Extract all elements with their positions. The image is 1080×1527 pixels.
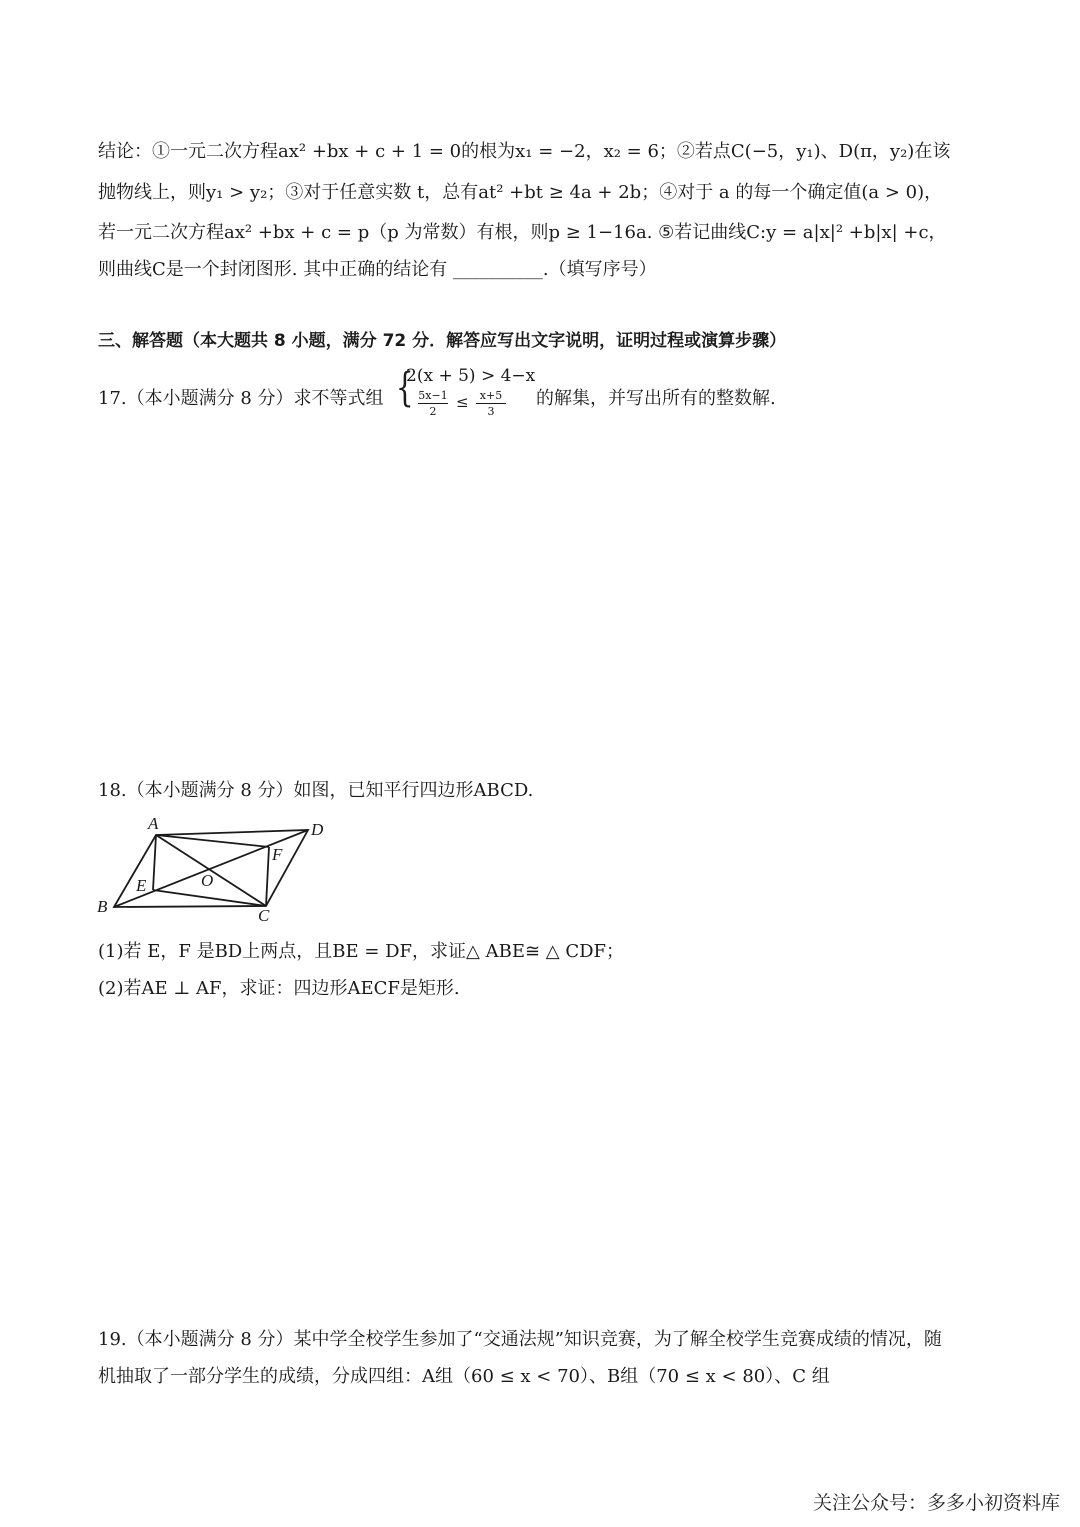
q17-leq-sign: ≤	[456, 393, 469, 411]
q17-fraction-2	[476, 389, 506, 418]
q16-line-2: 抛物线上，则y₁ > y₂；③对于任意实数 t，总有at² +bt ≥ 4a + 2b；④对于 a 的每一个确定值(a > 0)，	[98, 182, 943, 203]
q19-line-2: 机抽取了一部分学生的成绩，分成四组：A组（60 ≤ x < 70）、B组（70 ≤ x < 80）、C 组	[98, 1366, 830, 1387]
q16-line-3: 若一元二次方程ax² +bx + c = p（p 为常数）有根，则p ≥ 1−16a. ⑤若记曲线C:y = a|x|² +b|x| +c，	[98, 222, 947, 243]
parallelogram-figure	[90, 812, 350, 927]
label-o: O	[201, 871, 214, 890]
segment-fc	[266, 847, 269, 906]
fraction-numerator: 5x−1	[418, 389, 448, 402]
q16-line-4: 则曲线C是一个封闭图形. 其中正确的结论有 __________.（填写序号）	[98, 259, 657, 280]
fraction-bar	[476, 403, 506, 404]
q17-suffix: 的解集，并写出所有的整数解.	[536, 388, 776, 409]
q17-fraction-1	[418, 389, 448, 418]
section-3-heading: 三、解答题（本大题共 8 小题，满分 72 分．解答应写出文字说明，证明过程或演算步骤）	[98, 331, 787, 351]
q19-line-1: 19.（本小题满分 8 分）某中学全校学生参加了“交通法规”知识竞赛，为了解全校学生竞赛成绩的情况，随	[98, 1329, 942, 1350]
fraction-denominator: 3	[487, 405, 495, 418]
q18-part-1: (1)若 E，F 是BD上两点，且BE = DF，求证△ ABE≅ △ CDF；	[98, 941, 625, 962]
q16-line-1: 结论：①一元二次方程ax² +bx + c + 1 = 0的根为x₁ = −2，x₂ = 6；②若点C(−5，y₁)、D(π，y₂)在该	[98, 141, 951, 162]
label-f: F	[272, 845, 283, 864]
label-c: C	[258, 906, 270, 925]
segment-ec	[153, 890, 266, 906]
footer-watermark: 关注公众号：多多小初资料库	[812, 1492, 1060, 1514]
label-e: E	[136, 876, 147, 895]
left-brace: {	[395, 365, 414, 411]
q17-inequality-1: 2(x + 5) > 4−x	[406, 366, 536, 386]
q18-part-2: (2)若AE ⊥ AF，求证：四边形AECF是矩形.	[98, 978, 460, 999]
label-d: D	[311, 820, 324, 839]
label-b: B	[97, 897, 108, 916]
fraction-bar	[418, 403, 448, 404]
q17-inequality-system	[392, 365, 542, 425]
q18-stem: 18.（本小题满分 8 分）如图，已知平行四边形ABCD.	[98, 780, 534, 801]
q17-prefix: 17.（本小题满分 8 分）求不等式组	[98, 388, 384, 409]
segment-ae	[153, 835, 156, 890]
fraction-numerator: x+5	[479, 389, 503, 402]
label-a: A	[148, 814, 159, 833]
fraction-denominator: 2	[429, 405, 437, 418]
